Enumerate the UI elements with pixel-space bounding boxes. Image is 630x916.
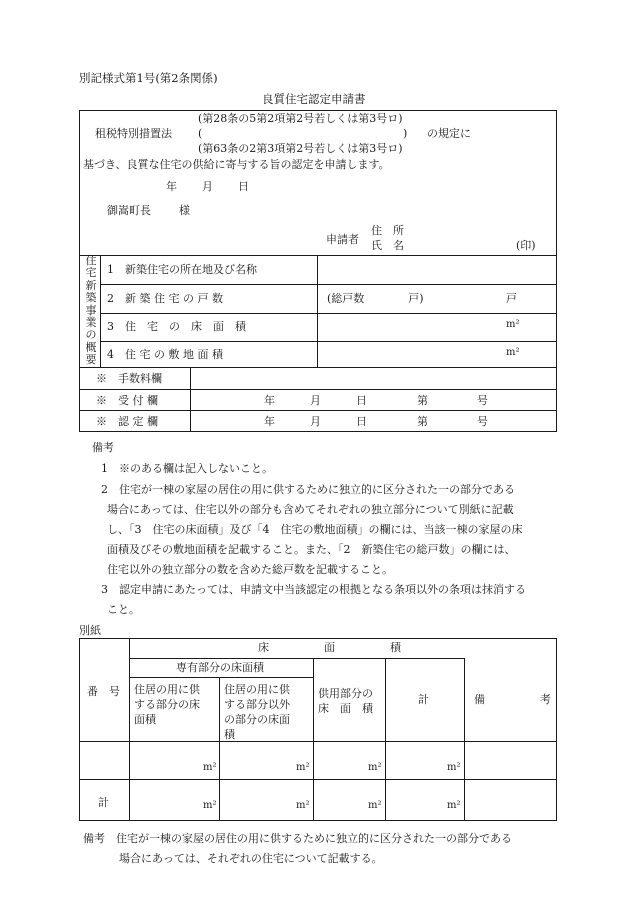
intro-law: 租税特別措置法 — [95, 127, 172, 140]
receipt-number-suffix: 号 — [477, 394, 488, 407]
intro-clause-a: (第28条の5第2項第2号若しくは第3号ロ) — [198, 112, 403, 125]
annex-label: 別紙 — [79, 624, 101, 637]
overview-floor-area-unit: m² — [506, 319, 520, 330]
cert-month: 月 — [310, 415, 321, 428]
receipt-month: 月 — [310, 394, 321, 407]
annex-total-unit-2: m² — [296, 800, 310, 811]
cert-number-suffix: 号 — [477, 415, 488, 428]
receipt-label: ※ 受 付 欄 — [96, 394, 158, 407]
annex-row1-unit-1: m² — [203, 762, 217, 773]
annex-total-unit-1: m² — [203, 800, 217, 811]
addressee: 御嵩町長 — [107, 204, 151, 217]
seal-mark: (印) — [516, 239, 536, 252]
annex-col-shared: 供用部分の 床 面 積 — [318, 687, 373, 715]
overview-row-site-area: 4 住 宅 の 敷 地 面 積 — [107, 348, 223, 361]
note-3-line-2: こと。 — [107, 603, 140, 616]
applicant-label: 申請者 — [326, 233, 359, 246]
overview-side-label: 住 宅 新 築 事 業 の 概 要 — [85, 254, 97, 366]
certification-label: ※ 認 定 欄 — [96, 415, 158, 428]
form-style-number: 別記様式第1号(第2条関係) — [79, 71, 218, 85]
intro-tail: の規定に — [427, 127, 471, 140]
annex-total-unit-4: m² — [447, 800, 461, 811]
overview-row-location: 1 新築住宅の所在地及び名称 — [107, 263, 257, 276]
annex-total-unit-3: m² — [368, 800, 382, 811]
overview-site-area-unit: m² — [506, 347, 520, 358]
annex-number-header: 番 号 — [87, 685, 120, 698]
note-2-line-4: 面積及びその敷地面積を記載すること。また、「2 新築住宅の総戸数」の欄には、 — [107, 543, 516, 556]
intro-line-2: 基づき、良質な住宅の供給に寄与する旨の認定を申請します。 — [83, 158, 390, 171]
annex-total-label: 計 — [98, 796, 109, 809]
annex-note-line-1: 備考 住宅が一棟の家屋の居住の用に供するために独立的に区分された一の部分である — [83, 832, 512, 845]
date-month: 月 — [202, 180, 213, 193]
date-day: 日 — [238, 180, 249, 193]
overview-row-floor-area: 3 住 宅 の 床 面 積 — [107, 320, 246, 333]
annex-row1-unit-3: m² — [368, 762, 382, 773]
note-1: 1 ※のある欄は記入しないこと。 — [101, 462, 273, 475]
fee-label: ※ 手数料欄 — [96, 372, 162, 385]
note-2-line-5: 住宅以外の独立部分の数を含めた総戸数を記載すること。 — [107, 563, 393, 576]
addressee-honorific: 様 — [179, 204, 190, 217]
cert-year: 年 — [264, 415, 275, 428]
address-label: 住 所 — [371, 224, 404, 237]
name-label: 氏 名 — [371, 239, 404, 252]
date-year: 年 — [166, 180, 177, 193]
cert-day: 日 — [356, 415, 367, 428]
overview-units-value: (総戸数 戸) — [327, 292, 424, 305]
receipt-day: 日 — [356, 394, 367, 407]
annex-col-residential: 住居の用に供 する部分の床 面積 — [134, 683, 200, 726]
annex-col-non-residential: 住居の用に供 する部分以外 の部分の床面 積 — [224, 683, 290, 741]
annex-floor-area-header: 床 面 積 — [258, 641, 401, 654]
intro-open-paren: ( — [198, 127, 203, 140]
intro-close-paren: ) — [403, 127, 408, 140]
intro-clause-b: (第63条の2第3項第2号若しくは第3号ロ) — [198, 142, 403, 155]
note-2-line-2: 場合にあっては、住宅以外の部分も含めてそれぞれの独立部分について別紙に記載 — [107, 503, 514, 516]
receipt-year: 年 — [264, 394, 275, 407]
annex-col-remarks: 備 考 — [474, 693, 551, 706]
annex-col-total: 計 — [418, 693, 429, 706]
cert-number-prefix: 第 — [417, 415, 428, 428]
annex-row1-unit-2: m² — [296, 762, 310, 773]
annex-exclusive-header: 専有部分の床面積 — [176, 661, 264, 674]
note-3-line-1: 3 認定申請にあたっては、申請文中当該認定の根拠となる条項以外の条項は抹消する — [101, 583, 526, 596]
overview-units-unit: 戸 — [506, 292, 517, 305]
receipt-number-prefix: 第 — [417, 394, 428, 407]
annex-row1-unit-4: m² — [447, 762, 461, 773]
annex-note-line-2: 場合にあっては、それぞれの住宅について記載する。 — [119, 852, 383, 865]
note-2-line-3: し、「3 住宅の床面積」及び「4 住宅の敷地面積」の欄には、当該一棟の家屋の床 — [107, 523, 523, 536]
overview-row-units: 2 新 築 住 宅 の 戸 数 — [107, 292, 223, 305]
note-2-line-1: 2 住宅が一棟の家屋の居住の用に供するために独立的に区分された一の部分である — [101, 483, 515, 496]
notes-heading: 備考 — [92, 441, 114, 454]
form-title: 良質住宅認定申請書 — [262, 92, 366, 106]
